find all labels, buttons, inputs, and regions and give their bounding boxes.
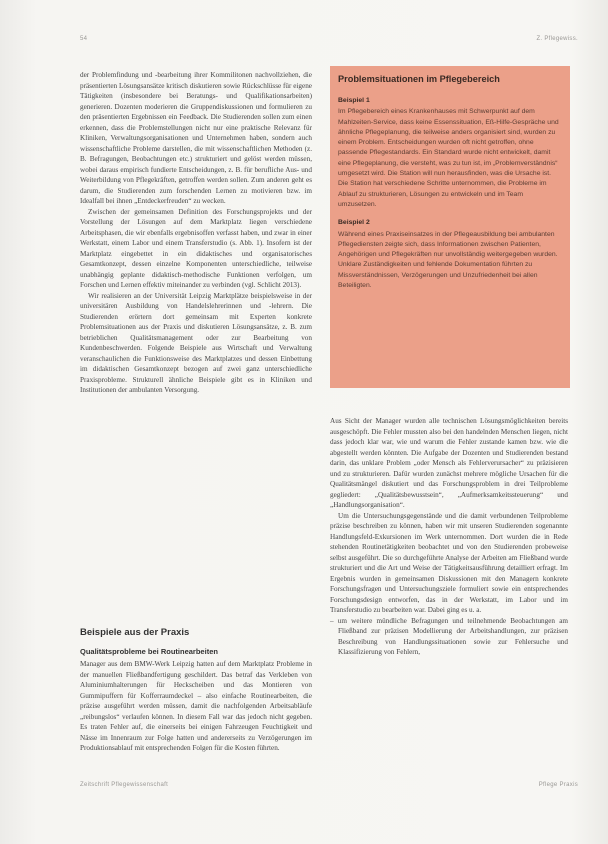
paragraph: Wir realisieren an der Universität Leipzig Marktplätze beispielsweise in der universitären Ausbildung von Handelslehrerinnen und -lehrern. Die Studierenden erörtern dort gemeinsam mit Experten konkrete Problemsituationen aus der Praxis und diskutieren Lösungsansätze, z. B. zum betrieblichen Qualitätsmanagement oder zur Bearbeitung von Kundenbeschwerden. Folgende Beispiele aus Wirtschaft und Verwaltung veranschaulichen die Funktionsweise des Marktplatzes und dessen Einbettung im didaktischen Gesamtkonzept bezogen auf zwei ganz unterschiedliche Praxisprobleme. Strukturell ähnliche Beispiele gibt es in Kliniken und Institutionen der ambulanten Versorgung. bbox=[80, 291, 312, 394]
paragraph: Zwischen der gemeinsamen Definition des Forschungsprojekts und der Vorstellung der Lösungen auf dem Marktplatz liegen verschiedene Arbeitsphasen, die wir ebenfalls ergebnisoffen verfasst haben, und zwar in einer Werkstatt, einem Labor und einem Transferstudio (s. Abb. 1). Insofern ist der Marktplatz eingebettet in ein didaktisches und organisatorisches Gesamtkonzept, dessen einzelne Komponenten unterschiedliche, teilweise unabhängig geplante didaktisch-methodische Funktionen verfolgen, um Forschen und Lernen effektiv miteinander zu verbinden (vgl. Schlicht 2013). bbox=[80, 207, 312, 289]
paragraph: Um die Untersuchungsgegenstände und die damit verbundenen Teilprobleme präzise beschreiben zu können, haben wir mit unseren Studierenden sogenannte Handlungsfeld-Exkursionen im Werk unternommen. Dort wurden die in Rede stehenden Routinetätigkeiten beobachtet und von den Studierenden probeweise selbst ausgeführt. Die so durchgeführte Analyse der Arbeiten am Fließband wurde strukturiert und die Art und Weise der Tätigkeitsausführung detailliert erfragt. Im Ergebnis wurden in gemeinsamen Diskussionen mit den Managern konkrete Forschungsfragen und Untersuchungsziele formuliert sowie ein entsprechendes Forschungsdesign entworfen, das in der Werkstatt, im Labor und im Transferstudio zu bearbeiten war. Dabei ging es u. a. bbox=[330, 511, 568, 614]
footer-right: Pflege Praxis bbox=[538, 782, 578, 788]
bullet-list bbox=[330, 616, 568, 658]
sub-heading: Qualitätsprobleme bei Routinearbeiten bbox=[80, 646, 218, 656]
example-text: Im Pflegebereich eines Krankenhauses mit Schwerpunkt auf dem Mahlzeiten-Service, dass keine Essenssituation, Eß-Hilfe-Gespräche und ähnliche Pflegeplanung, die teilweise anders organisiert sind, wurden zu einem Problem. Entscheidungen wurden oft nicht getroffen, ohne passende Pflegestandards. Ein Standard wurde nicht entwickelt, damit eine Pflegeplanung, die versteht, was zu tun ist, im „Problemverständnis“ umgesetzt wird. Die Station will nun herausfinden, was die Ursache ist. Die Station hat verschiedene Schritte unternommen, die Probleme im Ablauf zu strukturieren, Lösungen zu entwickeln und im Team umzusetzen. bbox=[338, 108, 559, 208]
left-column-top bbox=[80, 70, 312, 396]
footer-left: Zeitschrift Pflegewissenschaft bbox=[80, 782, 169, 788]
example-heading: Beispiel 1 bbox=[338, 97, 370, 104]
info-box-body bbox=[338, 96, 562, 299]
info-box-title: Problemsituationen im Pflegebereich bbox=[338, 74, 500, 84]
running-header: Z. Pflegewiss. bbox=[536, 36, 578, 42]
example-text: Während eines Praxiseinsatzes in der Pflegeausbildung bei ambulanten Pflegediensten zeigte sich, dass Informationen zwischen Patienten, Angehörigen und Pflegekräften nur unvollständig weitergegeben wurden. Unklare Zuständigkeiten und fehlende Dokumentation führten zu Missverständnissen, Verzögerungen und Unzufriedenheit bei allen Beteiligten. bbox=[338, 230, 558, 290]
page-number: 54 bbox=[80, 36, 88, 42]
paragraph: der Problemfindung und -bearbeitung ihrer Kommilitonen nachvollziehen, die präsentierten Lösungsansätze kritisch diskutieren sowie Rückschlüsse für eigene Tätigkeiten (insbesondere bei Beratungs- und Qualifikationsarbeiten) generieren. Dozenten moderieren die Gruppendiskussionen und formulieren zu den präsentierten Ergebnissen ein Feedback. Die Studierenden sollen zum einen erkennen, dass die Problemstellungen nicht nur eine praktische Relevanz für Kliniken, Verwaltungsorganisationen und Unternehmen haben, sondern auch wissenschaftliche Probleme darstellen, die mit wissenschaftlichen Methoden (z. B. Befragungen, Beobachtungen etc.) strukturiert und gelöst werden müssen, wobei daraus empirisch fundierte Entscheidungen, z. B. für berufliche Aus- und Weiterbildung von Pflegekräften, getroffen werden sollen. Zum anderen geht es darum, die Studierenden zum forschenden Lernen zu motivieren bzw. im Idealfall bei ihnen „Entdeckerfreuden“ zu wecken. bbox=[80, 71, 312, 205]
list-item: – um weitere mündliche Befragungen und teilnehmende Beobachtungen am Fließband zur präzisen Modellierung der Arbeitshandlungen, zur präzisen Beschreibung von Handlungssituationen sowie zur Fehlersuche und Klassifizierung von Fehlern, bbox=[338, 616, 568, 658]
paragraph: Manager aus dem BMW-Werk Leipzig hatten auf dem Marktplatz Probleme in der manuellen Fließbandfertigung geschildert. Das betraf das Verkleben von Aluminiumhalterungen für Heckscheiben und das Montieren von Gummipuffern für Kofferraumdeckel – also einfache Routinearbeiten, die präzise ausgeführt werden müssen, damit die nachfolgenden Arbeitsabläufe „reibungslos“ verlaufen können. In diesem Fall war das jedoch nicht gegeben. Es traten Fehler auf, die einerseits bei einigen Fahrzeugen Feuchtigkeit und Nässe im Innenraum zur Folge hatten und andererseits zu Verzögerungen im Produktionsablauf mit entsprechenden Folgen für die Kosten führten. bbox=[80, 660, 312, 752]
paragraph: Aus Sicht der Manager wurden alle technischen Lösungsmöglichkeiten bereits ausgeschöpft. Die Fehler mussten also bei den handelnden Menschen liegen, nicht dass jedoch klar war, wie und warum die Fehler zustande kamen bzw. wie die abgestellt werden könnten. Die Aufgabe der Dozenten und Studierenden bestand darin, das unklare Problem „oder Mensch als Fehlerverursacher“ zu präzisieren und zu strukturieren. Dafür wurden zunächst mehrere mögliche Ursachen für die Qualitätsmängel diskutiert und das Forschungsproblem in drei Teilprobleme gegliedert: „Qualitätsbewusstsein“, „Aufmerksamkeitssteuerung“ und „Handlungsorganisation“. bbox=[330, 417, 568, 509]
right-column bbox=[330, 416, 568, 658]
section-heading: Beispiele aus der Praxis bbox=[80, 627, 190, 638]
info-box bbox=[330, 66, 570, 388]
example-heading: Beispiel 2 bbox=[338, 219, 370, 227]
left-column-bottom bbox=[80, 628, 312, 754]
